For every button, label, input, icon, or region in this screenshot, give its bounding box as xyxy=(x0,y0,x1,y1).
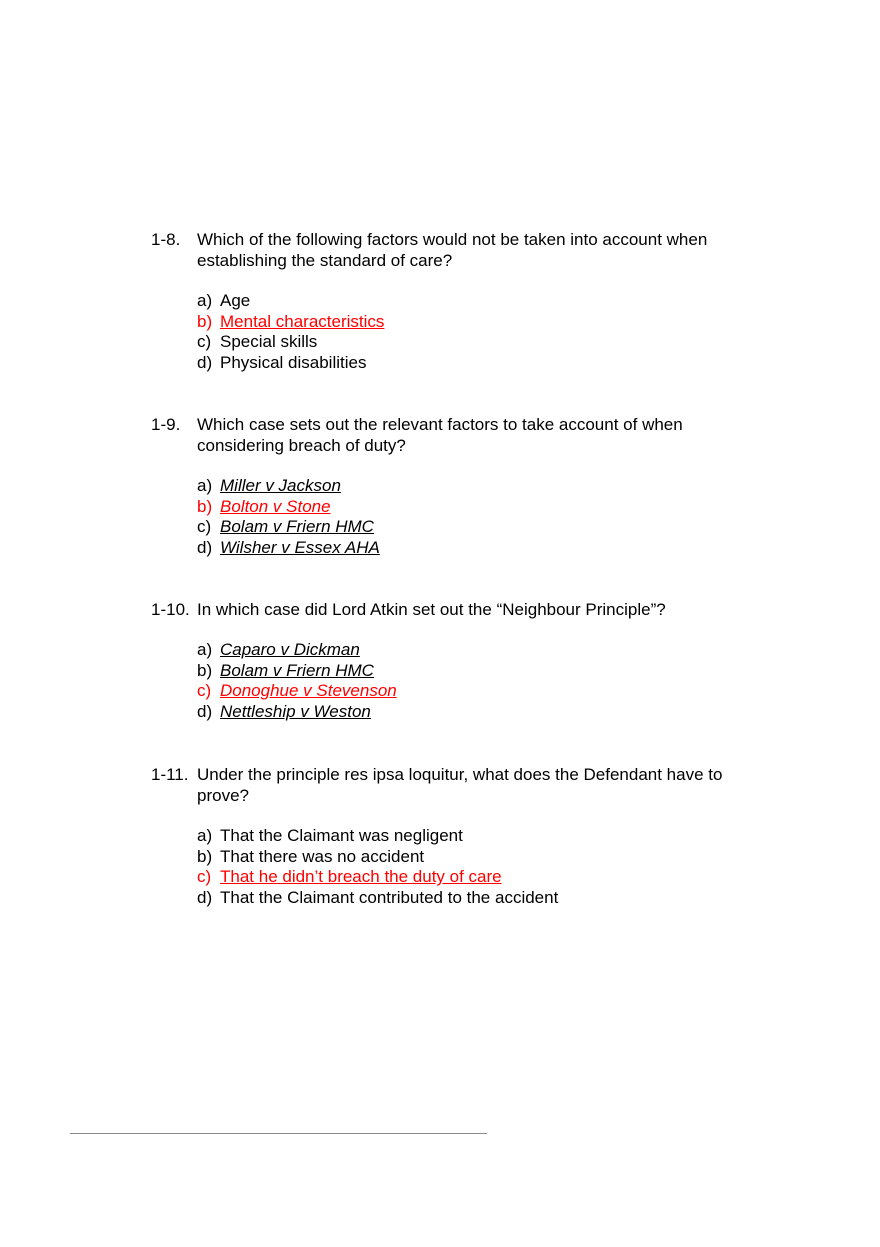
option-letter: c) xyxy=(197,332,212,352)
option-letter: b) xyxy=(197,846,213,866)
option-a xyxy=(197,640,751,661)
option-text: Age xyxy=(220,291,251,310)
option-b-correct xyxy=(197,497,751,518)
option-a xyxy=(197,826,751,847)
option-d xyxy=(197,538,751,559)
answer-options xyxy=(197,476,751,558)
question-text: Under the principle res ipsa loquitur, what does the Defendant have to prove? xyxy=(197,765,723,805)
option-text: Bolam v Friern HMC xyxy=(220,517,374,537)
option-a xyxy=(197,291,751,312)
option-text: Mental characteristics xyxy=(220,311,385,331)
option-c xyxy=(197,517,751,538)
option-text: Physical disabilities xyxy=(220,352,367,372)
option-letter: a) xyxy=(197,640,213,659)
option-text: That the Claimant was negligent xyxy=(220,826,463,845)
question-header xyxy=(151,414,751,456)
option-letter: d) xyxy=(197,701,213,721)
option-d xyxy=(197,353,751,374)
option-d xyxy=(197,888,751,909)
option-text: That he didn’t breach the duty of care xyxy=(220,867,502,887)
question-text: In which case did Lord Atkin set out the “Neighbour Principle”? xyxy=(197,600,666,619)
option-text: That the Claimant contributed to the accident xyxy=(220,887,559,907)
answer-options xyxy=(197,640,751,722)
option-c-correct xyxy=(197,867,751,888)
option-letter: a) xyxy=(197,291,213,310)
footnote-separator xyxy=(70,1133,487,1134)
option-d xyxy=(197,702,751,723)
option-b-correct xyxy=(197,312,751,333)
option-c-correct xyxy=(197,681,751,702)
option-a xyxy=(197,476,751,497)
option-letter: d) xyxy=(197,887,213,907)
option-letter: b) xyxy=(197,660,213,680)
option-letter: b) xyxy=(197,311,213,331)
option-text: Wilsher v Essex AHA xyxy=(220,537,380,557)
question-number: 1-11. xyxy=(151,765,189,784)
question-1-10 xyxy=(151,599,751,722)
option-letter: a) xyxy=(197,476,213,495)
option-text: Caparo v Dickman xyxy=(220,640,360,659)
question-header xyxy=(151,764,751,806)
option-b xyxy=(197,847,751,868)
option-letter: c) xyxy=(197,867,212,887)
question-number: 1-10. xyxy=(151,600,190,619)
option-text: Bolam v Friern HMC xyxy=(220,660,374,680)
option-letter: d) xyxy=(197,352,213,372)
option-text: Donoghue v Stevenson xyxy=(220,681,397,701)
question-header xyxy=(151,599,751,620)
option-letter: d) xyxy=(197,537,213,557)
question-text: Which case sets out the relevant factors to take account of when considering breach of duty? xyxy=(197,415,683,455)
question-number: 1-8. xyxy=(151,230,181,249)
option-text: Bolton v Stone xyxy=(220,496,331,516)
option-text: Special skills xyxy=(220,332,318,352)
option-letter: c) xyxy=(197,681,212,701)
question-1-11 xyxy=(151,764,751,908)
option-c xyxy=(197,332,751,353)
question-1-9 xyxy=(151,414,751,558)
option-text: Nettleship v Weston xyxy=(220,701,371,721)
answer-options xyxy=(197,291,751,373)
question-1-8 xyxy=(151,229,751,373)
option-text: Miller v Jackson xyxy=(220,476,341,495)
option-letter: b) xyxy=(197,496,213,516)
answer-options xyxy=(197,826,751,908)
option-letter: a) xyxy=(197,826,213,845)
question-header xyxy=(151,229,751,271)
question-number: 1-9. xyxy=(151,415,181,434)
option-b xyxy=(197,661,751,682)
question-text: Which of the following factors would not be taken into account when establishing the standard of care? xyxy=(197,230,708,270)
option-letter: c) xyxy=(197,517,212,537)
option-text: That there was no accident xyxy=(220,846,425,866)
